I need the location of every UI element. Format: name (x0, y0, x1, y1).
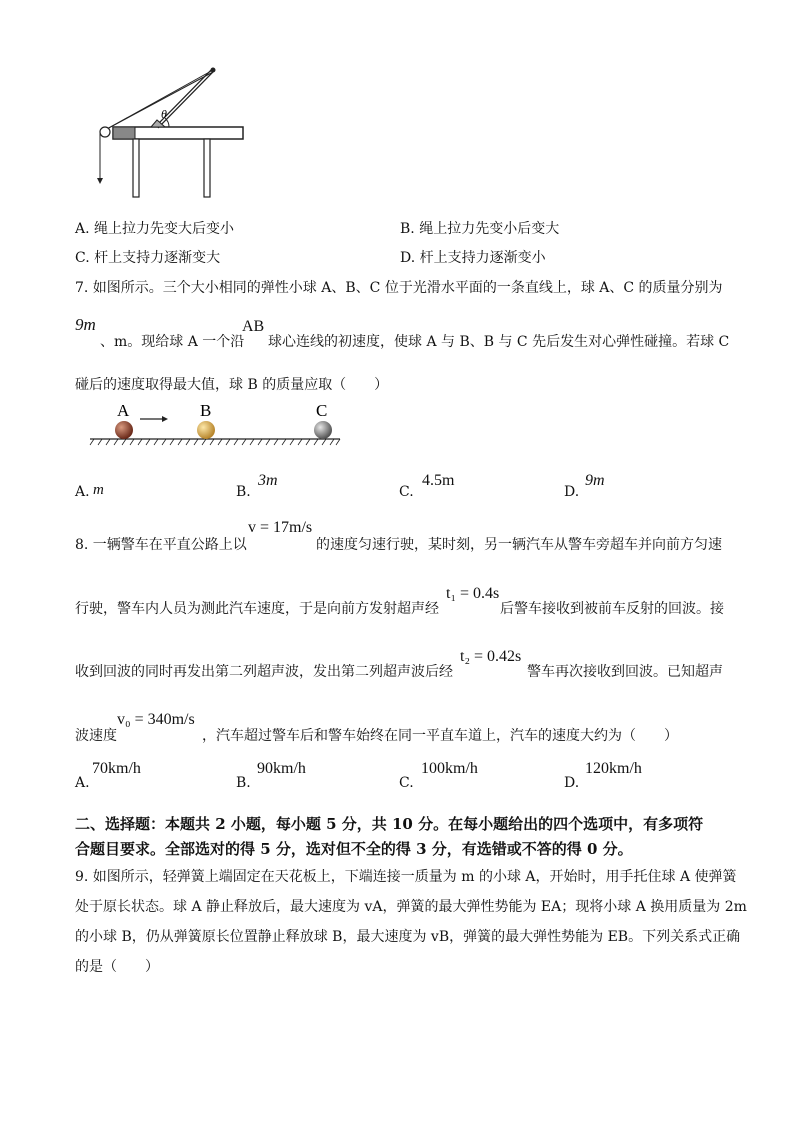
q7-option-a-value: m (93, 482, 104, 498)
q8-line2-a: 行驶，警车内人员为测此汽车速度，于是向前方发射超声经 (75, 601, 439, 617)
q8-line4-b: ，汽车超过警车后和警车始终在同一平直车道上，汽车的速度大约为（ ） (202, 728, 678, 744)
q8-t2-eq: t₂ = 0.42s (460, 648, 522, 665)
q8-v-eq: v = 17m/s (248, 519, 313, 536)
q8-line3-a: 收到回波的同时再发出第二列超声波，发出第二列超声波后经 (75, 664, 453, 680)
three-balls-figure (90, 400, 350, 450)
q8-line1-b: 的速度匀速行驶，某时刻，另一辆汽车从警车旁超车并向前方匀速 (316, 537, 722, 553)
q7-option-a-prefix: A. (75, 484, 90, 500)
q8-line2-b: 后警车接收到被前车反射的回波。接 (500, 601, 724, 617)
theta-label: θ (161, 107, 167, 121)
label-b: B (200, 401, 212, 420)
q7-mass-a: 9m (75, 315, 96, 334)
q7-line1: 7. 如图所示。三个大小相同的弹性小球 A、B、C 位于光滑水平面的一条直线上，球 A、C 的质量分别为 (75, 280, 723, 296)
q8-option-d-value: 120km/h (585, 760, 642, 777)
q8-option-b-prefix: B. (236, 775, 251, 791)
q7-ab: AB (242, 318, 265, 335)
q7-option-b-prefix: B. (236, 484, 251, 500)
q9-line4: 的是（ ） (75, 959, 159, 975)
q8-option-a-prefix: A. (75, 775, 90, 791)
section2-line1: 二、选择题：本题共 2 小题，每小题 5 分，共 10 分。在每小题给出的四个选项中，有多项符 (75, 815, 704, 833)
q8-option-d-prefix: D. (564, 775, 580, 791)
section2-line2: 合题目要求。全部选对的得 5 分，选对但不全的得 3 分，有选错或不答的得 0 分。 (75, 840, 633, 858)
q9-line2: 处于原长状态。球 A 静止释放后，最大速度为 vA，弹簧的最大弹性势能为 EA；现将小球 A 换用质量为 2m (75, 899, 747, 915)
q7-option-d-value: 9m (585, 472, 605, 489)
label-a: A (117, 401, 130, 420)
q7-line2-b: 球心连线的初速度，使球 A 与 B、B 与 C 先后发生对心弹性碰撞。若球 C (268, 334, 730, 350)
q8-v0-eq: v₀ = 340m/s (117, 711, 195, 728)
ball-b (197, 421, 215, 439)
q6-option-d: D. 杆上支持力逐渐变小 (400, 250, 546, 266)
q6-option-a: A. 绳上拉力先变大后变小 (75, 221, 235, 237)
q8-t1-eq: t₁ = 0.4s (446, 585, 500, 602)
q7-option-d-prefix: D. (564, 484, 580, 500)
q8-line4-a: 波速度 (75, 728, 117, 744)
q8-option-b-value: 90km/h (257, 760, 306, 777)
q7-line3: 碰后的速度取得最大值，球 B 的质量应取（ ） (75, 377, 389, 393)
q8-line3-b: 警车再次接收到回波。已知超声 (527, 664, 723, 680)
q8-option-c-prefix: C. (399, 775, 414, 791)
q8-option-c-value: 100km/h (421, 760, 478, 777)
q7-option-c-value: 4.5m (422, 472, 455, 489)
ball-a (115, 421, 133, 439)
q6-option-b: B. 绳上拉力先变小后变大 (400, 221, 560, 237)
q7-option-c-prefix: C. (399, 484, 414, 500)
crane-rod-figure (95, 60, 255, 205)
q7-option-b-value: 3m (258, 472, 278, 489)
q7-line2-a: 、m。现给球 A 一个沿 (100, 334, 245, 350)
q8-line1-a: 8. 一辆警车在平直公路上以 (75, 537, 247, 553)
q8-option-a-value: 70km/h (92, 760, 141, 777)
q9-line3: 的小球 B，仍从弹簧原长位置静止释放球 B，最大速度为 vB，弹簧的最大弹性势能为 EB。下列关系式正确 (75, 929, 741, 945)
q6-option-c: C. 杆上支持力逐渐变大 (75, 250, 221, 266)
ball-c (314, 421, 332, 439)
label-c: C (316, 401, 328, 420)
q9-line1: 9. 如图所示，轻弹簧上端固定在天花板上，下端连接一质量为 m 的小球 A，开始时，用手托住球 A 使弹簧 (75, 869, 737, 885)
